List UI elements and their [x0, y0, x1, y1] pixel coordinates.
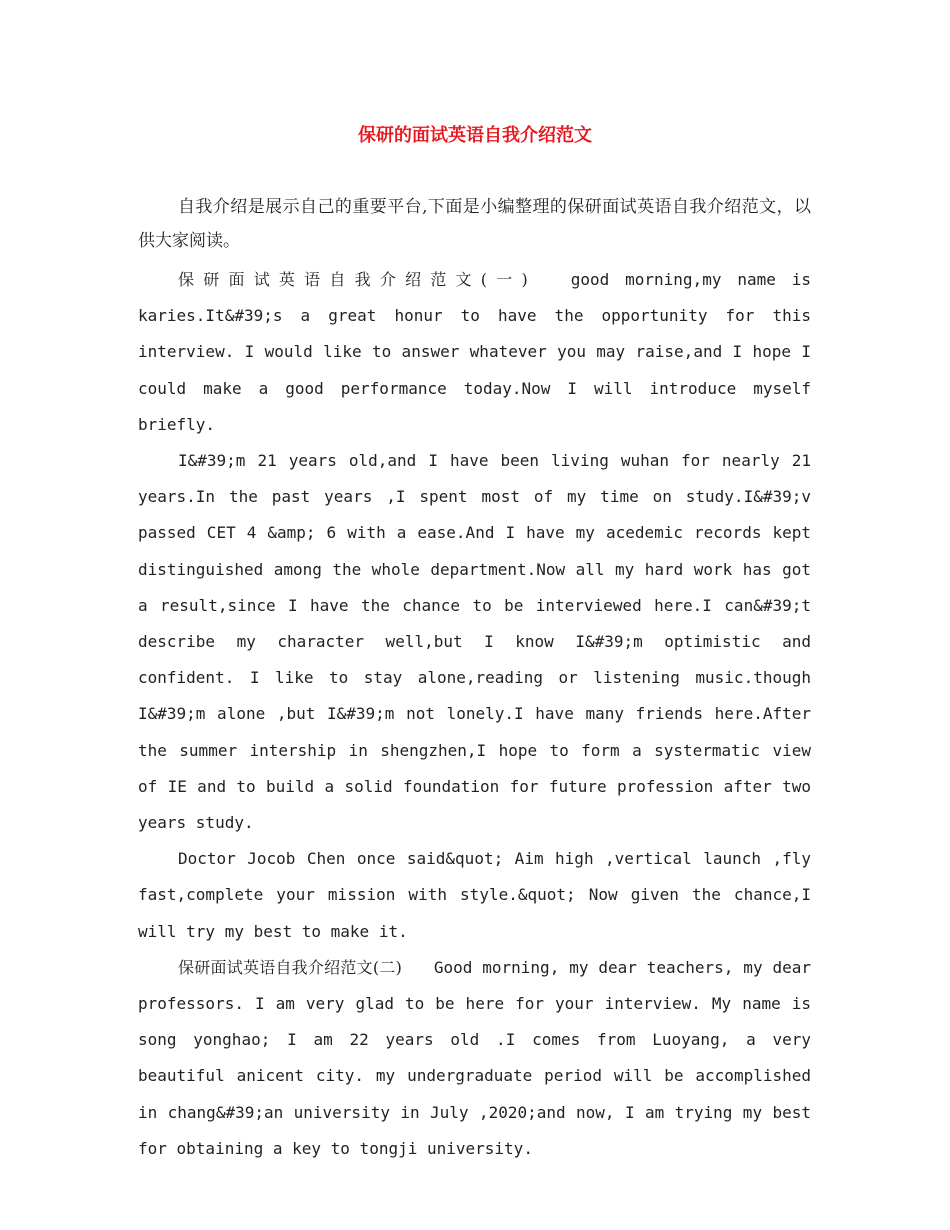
sample1-text-1: good morning,my name is karies.It&#39;s a great honur to have the opportunity for this interview. I would like to answer whatever you may raise,and I hope I could make a good performance today.Now I will introduce myself briefly. — [138, 270, 811, 434]
document-body — [138, 190, 811, 1167]
sample1-heading: 保研面试英语自我介绍范文(一) — [178, 270, 531, 289]
sample1-paragraph-2: I&#39;m 21 years old,and I have been living wuhan for nearly 21 years.In the past years ,I spent most of my time on study.I&#39;v passed CET 4 &amp; 6 with a ease.And I have my acedemic records kept distinguished among the whole department.Now all my hard work has got a result,since I have the chance to be interviewed here.I can&#39;t describe my character well,but I know I&#39;m optimistic and confident. I like to stay alone,reading or listening music.though I&#39;m alone ,but I&#39;m not lonely.I have many friends here.After the summer intership in shengzhen,I hope to form a systermatic view of IE and to build a solid foundation for future profession after two years study. — [138, 451, 811, 833]
sample2-heading: 保研面试英语自我介绍范文(二) — [178, 957, 402, 977]
sample1-paragraph-1 — [138, 262, 811, 443]
sample1-paragraph-3: Doctor Jocob Chen once said&quot; Aim high ,vertical launch ,fly fast,complete your mission with style.&quot; Now given the chance,I will try my best to make it. — [138, 849, 811, 941]
intro-paragraph: 自我介绍是展示自己的重要平台,下面是小编整理的保研面试英语自我介绍范文，以供大家阅读。 — [138, 197, 811, 251]
sample2-paragraph-1 — [138, 950, 811, 1167]
document-title: 保研的面试英语自我介绍范文 — [358, 125, 592, 146]
sample2-text-1: Good morning, my dear teachers, my dear professors. I am very glad to be here for your interview. My name is song yonghao; I am 22 years old .I comes from Luoyang, a very beautiful anicent city. my undergraduate period will be accomplished in chang&#39;an university in July ,2020;and now, I am trying my best for obtaining a key to tongji university. — [138, 957, 811, 1158]
